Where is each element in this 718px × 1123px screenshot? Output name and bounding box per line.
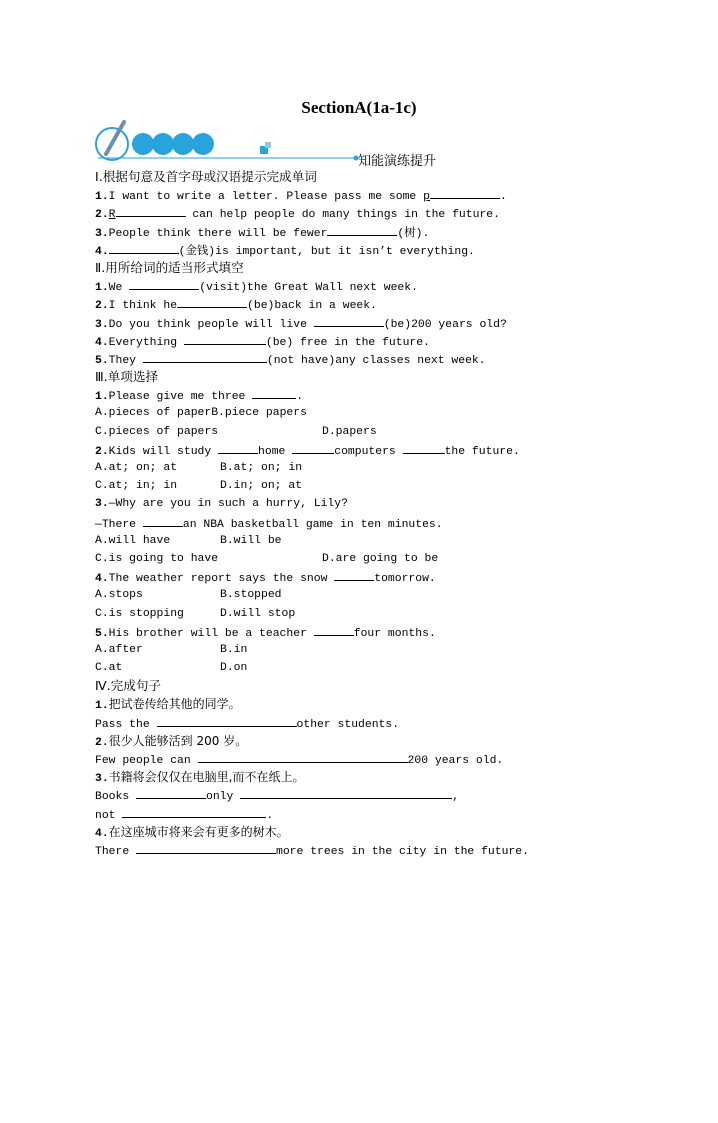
answer-blank[interactable] <box>136 786 206 799</box>
s2-question-4: 4.Everything (be) free in the future. <box>95 332 615 350</box>
answer-blank[interactable] <box>177 295 247 308</box>
option-c[interactable]: C.pieces of papers <box>95 425 219 438</box>
banner-dot-3 <box>172 133 194 155</box>
banner-dot-4 <box>192 133 214 155</box>
s4-question-2-answer: Few people can 200 years old. <box>95 750 615 768</box>
s4-question-3-answer: Books only , <box>95 786 615 804</box>
answer-blank[interactable] <box>430 186 500 199</box>
s3-question-5: 5.His brother will be a teacher four months. <box>95 623 615 641</box>
answer-blank[interactable] <box>403 441 445 454</box>
s4-question-3-prompt: 3.书籍将会仅仅在电脑里,而不在纸上。 <box>95 770 305 786</box>
banner-dot-2 <box>152 133 174 155</box>
option-a[interactable]: A.stops <box>95 589 143 602</box>
s3-question-3: 3.—Why are you in such a hurry, Lily? <box>95 498 348 511</box>
hint-letter: R <box>108 209 116 222</box>
s1-question-3: 3.People think there will be fewer (树). <box>95 223 615 241</box>
s2-question-2: 2.I think he (be)back in a week. <box>95 295 615 313</box>
s3-question-3-reply: —There an NBA basketball game in ten minutes. <box>95 514 615 532</box>
s3-q1-options-ab <box>95 404 615 422</box>
s3-q3-options-ab <box>95 532 615 550</box>
answer-blank[interactable] <box>327 223 397 236</box>
answer-blank[interactable] <box>129 277 199 290</box>
s3-q5-options-cd <box>95 659 615 677</box>
s3-q5-options-ab <box>95 641 615 659</box>
s1-question-4: 4. (金钱)is important, but it isn’t everything. <box>95 241 615 259</box>
answer-blank[interactable] <box>314 623 354 636</box>
exercise-content <box>95 168 615 859</box>
option-a[interactable]: A.at; on; at <box>95 462 178 474</box>
option-d[interactable]: D.on <box>220 662 248 675</box>
s3-q3-options-cd <box>95 550 615 568</box>
option-a[interactable]: A.will have <box>95 534 171 547</box>
page-title: SectionA(1a-1c) <box>301 98 417 117</box>
s1-question-1: 1.I want to write a letter. Please pass me some p . <box>95 186 615 204</box>
s4-question-2-prompt: 2.很少人能够活到 200 岁。 <box>95 733 248 749</box>
option-c[interactable]: C.at <box>95 662 123 675</box>
option-d[interactable]: D.are going to be <box>322 552 439 565</box>
answer-blank[interactable] <box>292 441 334 454</box>
answer-blank[interactable] <box>184 332 266 345</box>
answer-blank[interactable] <box>136 841 276 854</box>
hint-letter: p <box>423 191 430 204</box>
s4-question-3-answer-cont: not . <box>95 805 615 823</box>
s2-question-3: 3.Do you think people will live (be)200 years old? <box>95 314 615 332</box>
s3-q4-options-ab <box>95 586 615 604</box>
answer-blank[interactable] <box>198 750 408 763</box>
s3-q2-options-ab <box>95 459 615 477</box>
banner-dot-1 <box>132 133 154 155</box>
s2-question-1: 1.We (visit)the Great Wall next week. <box>95 277 615 295</box>
s3-question-2: 2.Kids will study home computers the future. <box>95 441 615 459</box>
banner-label: 知能演练提升 <box>358 154 437 169</box>
option-a[interactable]: A.after <box>95 643 143 656</box>
s3-q4-options-cd <box>95 605 615 623</box>
s3-q2-options-cd <box>95 477 615 495</box>
option-c[interactable]: C.is stopping <box>95 607 184 620</box>
s4-question-1-answer: Pass the other students. <box>95 714 615 732</box>
option-a[interactable]: A.pieces of paper <box>95 407 212 420</box>
section-1-heading: Ⅰ.根据句意及首字母或汉语提示完成单词 <box>95 169 317 184</box>
answer-blank[interactable] <box>122 805 266 818</box>
answer-blank[interactable] <box>157 714 297 727</box>
answer-blank[interactable] <box>116 204 186 217</box>
answer-blank[interactable] <box>252 386 296 399</box>
answer-blank[interactable] <box>143 350 267 363</box>
answer-blank[interactable] <box>240 786 452 799</box>
option-d[interactable]: D.will stop <box>220 607 296 620</box>
s4-question-4-answer: There more trees in the city in the future. <box>95 841 615 859</box>
section-4-heading: Ⅳ.完成句子 <box>95 678 162 694</box>
option-b[interactable]: B.piece papers <box>211 407 307 420</box>
option-b[interactable]: B.stopped <box>220 589 282 602</box>
banner-square-2 <box>265 142 271 148</box>
s4-question-4-prompt: 4.在这座城市将来会有更多的树木。 <box>95 824 289 840</box>
s4-question-1-prompt: 1.把试卷传给其他的同学。 <box>95 697 241 713</box>
s3-question-4: 4.The weather report says the snow tomorrow. <box>95 568 615 586</box>
option-c[interactable]: C.is going to have <box>95 552 219 565</box>
answer-blank[interactable] <box>143 514 183 527</box>
answer-blank[interactable] <box>109 241 179 254</box>
option-b[interactable]: B.at; on; in <box>220 462 303 474</box>
option-d[interactable]: D.in; on; at <box>220 480 303 493</box>
option-b[interactable]: B.will be <box>220 534 282 547</box>
s3-q1-options-cd <box>95 423 615 441</box>
option-c[interactable]: C.at; in; in <box>95 480 178 493</box>
answer-blank[interactable] <box>334 568 374 581</box>
answer-blank[interactable] <box>314 314 384 327</box>
option-d[interactable]: D.papers <box>322 425 377 438</box>
s3-question-1: 1.Please give me three . <box>95 386 615 404</box>
answer-blank[interactable] <box>218 441 258 454</box>
section-2-heading: Ⅱ.用所给词的适当形式填空 <box>95 259 244 275</box>
s1-question-2: 2.R can help people do many things in the future. <box>95 204 615 222</box>
option-b[interactable]: B.in <box>220 643 248 656</box>
s2-question-5: 5.They (not have)any classes next week. <box>95 350 615 368</box>
section-3-heading: Ⅲ.单项选择 <box>95 369 159 385</box>
